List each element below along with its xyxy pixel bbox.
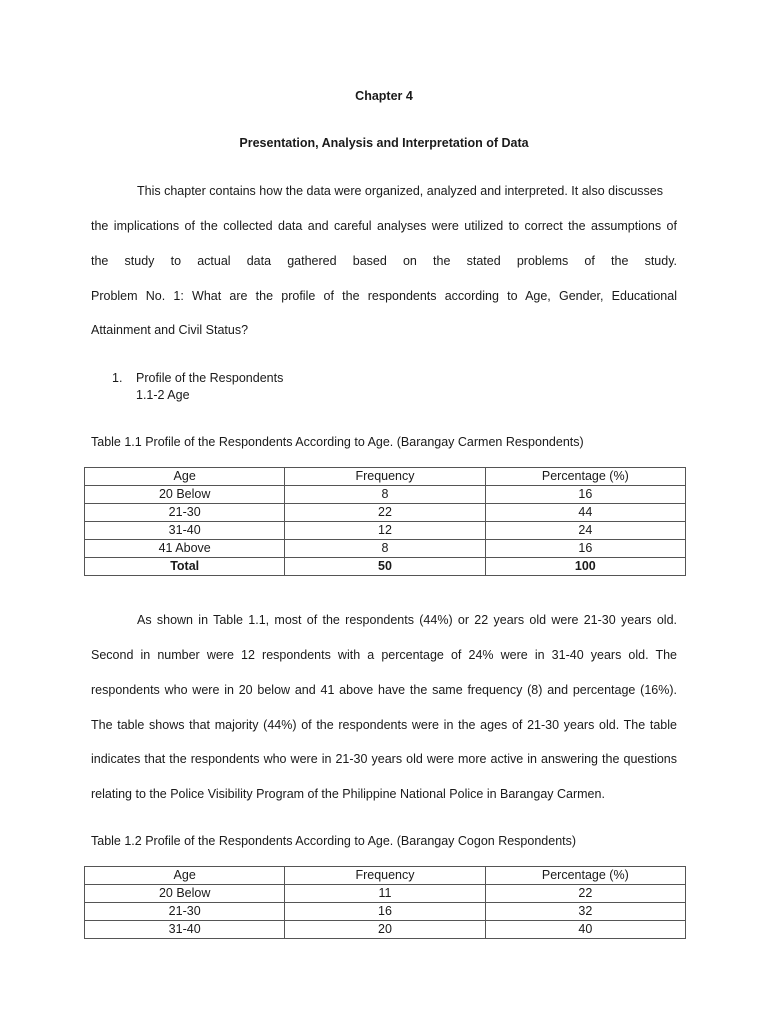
table-total-row <box>85 558 686 576</box>
table-cell: 31-40 <box>85 921 285 939</box>
table-header-cell: Percentage (%) <box>485 867 685 885</box>
table-cell: 24 <box>485 522 685 540</box>
intro-line: Problem No. 1: What are the profile of the respondents according to Age, Gender, Educational <box>91 289 677 303</box>
table-cell: Total <box>85 558 285 576</box>
table-cell: 22 <box>285 504 485 522</box>
analysis-line: As shown in Table 1.1, most of the respondents (44%) or 22 years old were 21-30 years old. <box>137 613 677 627</box>
table-cell: 16 <box>485 486 685 504</box>
table-header-cell: Age <box>85 867 285 885</box>
table-cell: 20 <box>285 921 485 939</box>
table-cell: 31-40 <box>85 522 285 540</box>
table-cell: 8 <box>285 540 485 558</box>
table-header-row <box>85 468 686 486</box>
analysis-line: Second in number were 12 respondents with a percentage of 24% were in 31-40 years old. The <box>91 648 677 662</box>
table-cell: 32 <box>485 903 685 921</box>
analysis-line: respondents who were in 20 below and 41 above have the same frequency (8) and percentage (16%). <box>91 683 677 697</box>
table-row <box>85 540 686 558</box>
table-cell: 21-30 <box>85 903 285 921</box>
table-header-cell: Age <box>85 468 285 486</box>
table-cell: 16 <box>285 903 485 921</box>
intro-line: the study to actual data gathered based on the stated problems of the study. <box>91 254 677 268</box>
table-cell: 41 Above <box>85 540 285 558</box>
table-row <box>85 486 686 504</box>
table-header-cell: Frequency <box>285 468 485 486</box>
section-title: Presentation, Analysis and Interpretation of Data <box>239 136 529 150</box>
table-header-cell: Percentage (%) <box>485 468 685 486</box>
table2 <box>84 866 686 939</box>
table-cell: 22 <box>485 885 685 903</box>
table-header-row <box>85 867 686 885</box>
list-sub-label: 1.1-2 Age <box>136 388 190 402</box>
table-cell: 20 Below <box>85 486 285 504</box>
table-row <box>85 921 686 939</box>
table2-caption: Table 1.2 Profile of the Respondents According to Age. (Barangay Cogon Respondents) <box>91 834 577 848</box>
table-cell: 8 <box>285 486 485 504</box>
table-row <box>85 522 686 540</box>
table-cell: 16 <box>485 540 685 558</box>
table-cell: 50 <box>285 558 485 576</box>
table-row <box>85 504 686 522</box>
table-cell: 100 <box>485 558 685 576</box>
table-cell: 20 Below <box>85 885 285 903</box>
table-header-cell: Frequency <box>285 867 485 885</box>
table-cell: 11 <box>285 885 485 903</box>
table-cell: 44 <box>485 504 685 522</box>
chapter-title: Chapter 4 <box>355 89 413 103</box>
table-cell: 12 <box>285 522 485 540</box>
intro-line: This chapter contains how the data were organized, analyzed and interpreted. It also discusses <box>137 184 664 198</box>
intro-line: the implications of the collected data and careful analyses were utilized to correct the assumptions of <box>91 219 677 233</box>
table1 <box>84 467 686 576</box>
analysis-line: relating to the Police Visibility Program of the Philippine National Police in Barangay Carmen. <box>91 787 605 801</box>
analysis-line: indicates that the respondents who were in 21-30 years old were more active in answering the questions <box>91 752 677 766</box>
table1-caption: Table 1.1 Profile of the Respondents According to Age. (Barangay Carmen Respondents) <box>91 435 584 449</box>
intro-line: Attainment and Civil Status? <box>91 323 249 337</box>
table-row <box>85 903 686 921</box>
table-cell: 21-30 <box>85 504 285 522</box>
list-number: 1. <box>112 371 123 385</box>
analysis-line: The table shows that majority (44%) of the respondents were in the ages of 21-30 years old. The table <box>91 718 677 732</box>
list-item-label: Profile of the Respondents <box>136 371 284 385</box>
table-row <box>85 885 686 903</box>
table-cell: 40 <box>485 921 685 939</box>
